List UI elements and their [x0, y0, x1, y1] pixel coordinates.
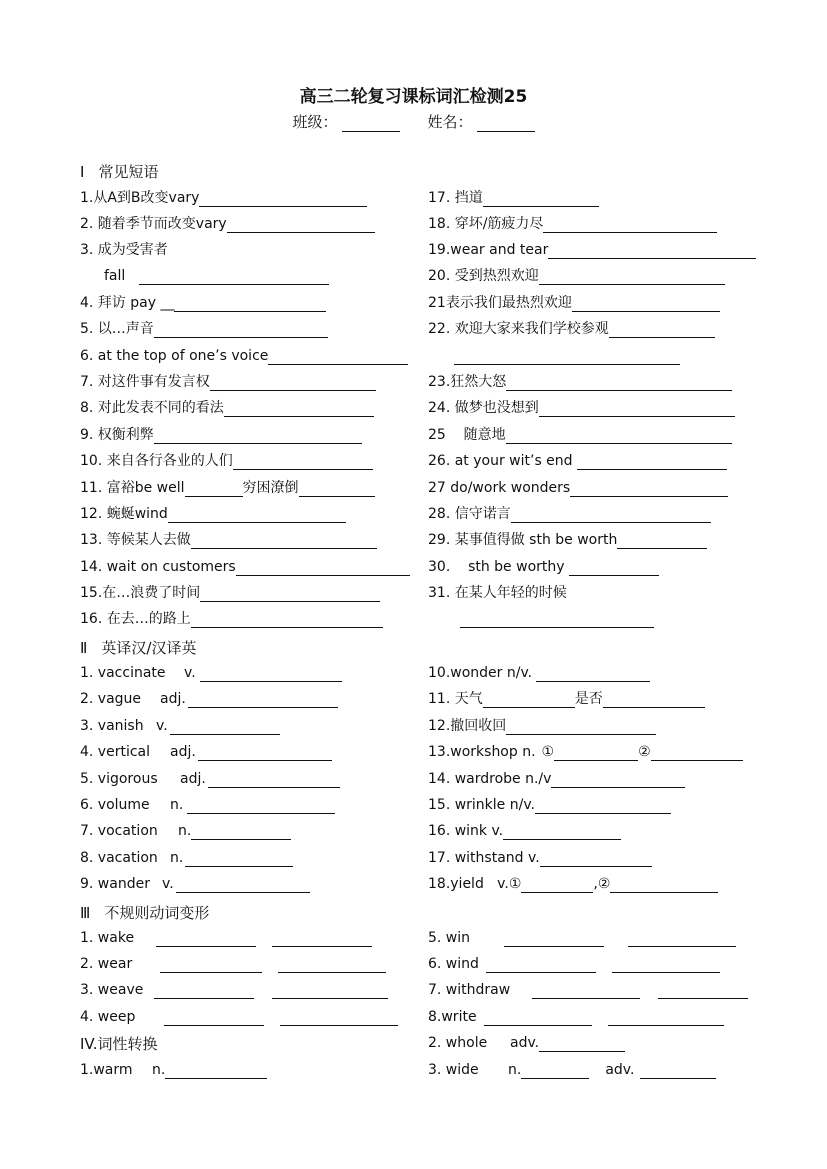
name-label: 姓名：: [427, 113, 473, 131]
answer-blank[interactable]: [570, 481, 728, 497]
answer-blank[interactable]: [543, 217, 717, 233]
answer-blank[interactable]: [577, 454, 727, 470]
answer-blank[interactable]: [617, 533, 707, 549]
answer-blank[interactable]: [640, 1063, 716, 1079]
answer-blank[interactable]: [521, 1063, 589, 1079]
vocab-item: 18.yield v.① ,②: [428, 875, 718, 893]
answer-blank[interactable]: [511, 507, 711, 523]
class-label: 班级：: [292, 113, 338, 131]
answer-blank[interactable]: [191, 824, 291, 840]
answer-blank[interactable]: [535, 798, 671, 814]
phrase-item: 10. 来自各行各业的人们: [80, 452, 373, 470]
answer-blank[interactable]: [539, 401, 735, 417]
section-heading-2: Ⅱ 英译汉/汉译英: [80, 639, 197, 657]
answer-blank[interactable]: [539, 269, 725, 285]
answer-blank[interactable]: [484, 1010, 592, 1026]
answer-blank[interactable]: [651, 745, 743, 761]
answer-blank[interactable]: [548, 243, 756, 259]
answer-blank[interactable]: [483, 191, 599, 207]
phrase-item: 19.wear and tear: [428, 241, 756, 259]
verb-item: 6. wind: [428, 955, 720, 973]
answer-blank[interactable]: [198, 745, 332, 761]
answer-blank[interactable]: [540, 851, 652, 867]
section-heading-4: IV.词性转换: [80, 1035, 158, 1053]
answer-blank[interactable]: [278, 957, 386, 973]
answer-blank[interactable]: [187, 798, 335, 814]
answer-blank[interactable]: [504, 931, 604, 947]
answer-blank[interactable]: [483, 692, 575, 708]
page-title: 高三二轮复习课标词汇检测25: [299, 87, 528, 107]
phrase-item: 1.从A到B改变vary: [80, 189, 367, 207]
answer-blank[interactable]: [139, 269, 329, 285]
phrase-item: 13. 等候某人去做: [80, 531, 377, 549]
phrase-item: 18. 穿坏/筋疲力尽: [428, 215, 717, 233]
phrase-item: 20. 受到热烈欢迎: [428, 267, 725, 285]
answer-blank[interactable]: [164, 1010, 264, 1026]
vocab-item: 8. vacation n.: [80, 849, 293, 867]
phrase-item: 29. 某事值得做 sth be worth: [428, 531, 707, 549]
answer-blank[interactable]: [610, 877, 718, 893]
answer-blank[interactable]: [185, 481, 243, 497]
answer-blank[interactable]: [200, 586, 380, 602]
answer-blank[interactable]: [174, 296, 326, 312]
answer-blank[interactable]: [191, 533, 377, 549]
answer-blank[interactable]: [554, 745, 638, 761]
answer-blank[interactable]: [603, 692, 705, 708]
answer-blank[interactable]: [154, 983, 254, 999]
answer-blank[interactable]: [532, 983, 640, 999]
phrase-item: 6. at the top of one’s voice: [80, 347, 408, 365]
answer-blank[interactable]: [272, 983, 388, 999]
answer-blank[interactable]: [572, 296, 720, 312]
student-info-row: [0, 111, 827, 132]
phrase-item: 11. 富裕be well 穷困潦倒: [80, 479, 375, 497]
answer-blank[interactable]: [506, 719, 656, 735]
phrase-item: 31. 在某人年轻的时候: [428, 585, 567, 601]
answer-blank[interactable]: [191, 612, 383, 628]
phrase-item: 24. 做梦也没想到: [428, 399, 735, 417]
phrase-item: 5. 以…声音: [80, 320, 328, 338]
answer-blank[interactable]: [199, 191, 367, 207]
answer-blank[interactable]: [536, 666, 650, 682]
answer-blank[interactable]: [170, 719, 280, 735]
verb-item: 3. weave: [80, 981, 388, 999]
answer-blank[interactable]: [165, 1063, 267, 1079]
vocab-item: 17. withstand v.: [428, 849, 652, 867]
answer-blank[interactable]: [551, 772, 685, 788]
vocab-item: 12.撤回收回: [428, 717, 656, 735]
vocab-item: 3. vanish v.: [80, 717, 280, 735]
answer-blank[interactable]: [200, 666, 342, 682]
answer-blank[interactable]: [272, 931, 372, 947]
answer-blank[interactable]: [154, 428, 362, 444]
vocab-item: 11. 天气 是否: [428, 690, 705, 708]
answer-blank[interactable]: [658, 983, 748, 999]
vocab-item: 16. wink v.: [428, 822, 621, 840]
answer-blank[interactable]: [569, 560, 659, 576]
phrase-item: 22. 欢迎大家来我们学校参观: [428, 320, 715, 338]
name-blank[interactable]: [477, 116, 535, 132]
verb-item: 8.write: [428, 1008, 724, 1026]
conversion-item: 2. whole adv.: [428, 1034, 625, 1052]
phrase-item: 3. 成为受害者: [80, 242, 168, 258]
phrase-item: 7. 对这件事有发言权: [80, 373, 376, 391]
verb-item: 7. withdraw: [428, 981, 748, 999]
vocab-item: 9. wander v.: [80, 875, 310, 893]
phrase-item: 8. 对此发表不同的看法: [80, 399, 374, 417]
answer-blank[interactable]: [236, 560, 410, 576]
answer-blank[interactable]: [224, 401, 374, 417]
answer-blank[interactable]: [268, 349, 408, 365]
phrase-item: 14. wait on customers: [80, 558, 410, 576]
class-blank[interactable]: [342, 116, 400, 132]
answer-blank[interactable]: [299, 481, 375, 497]
phrase-item: 2. 随着季节而改变vary: [80, 215, 375, 233]
answer-blank[interactable]: [521, 877, 593, 893]
answer-blank[interactable]: [608, 1010, 724, 1026]
phrase-item: 25 随意地: [428, 426, 732, 444]
answer-blank[interactable]: [154, 322, 328, 338]
answer-blank[interactable]: [454, 349, 680, 365]
vocab-item: 6. volume n.: [80, 796, 335, 814]
vocab-item: 14. wardrobe n./v: [428, 770, 685, 788]
answer-blank[interactable]: [609, 322, 715, 338]
vocab-item: 4. vertical adj.: [80, 743, 332, 761]
conversion-item: 1.warm n.: [80, 1061, 267, 1079]
phrase-item: 4. 拜访 pay __: [80, 294, 326, 312]
answer-blank[interactable]: [460, 612, 654, 628]
section-heading-3: Ⅲ 不规则动词变形: [80, 904, 210, 922]
vocab-item: 15. wrinkle n/v.: [428, 796, 671, 814]
phrase-item: 26. at your wit’s end: [428, 452, 727, 470]
answer-blank[interactable]: [156, 931, 256, 947]
answer-blank[interactable]: [503, 824, 621, 840]
phrase-item: 16. 在去…的路上: [80, 610, 383, 628]
section-heading-1: Ⅰ 常见短语: [80, 163, 159, 181]
phrase-item: 12. 蜿蜒wind: [80, 505, 346, 523]
answer-blank[interactable]: [227, 217, 375, 233]
answer-blank[interactable]: [486, 957, 596, 973]
phrase-item: 23.狂然大怒: [428, 373, 732, 391]
answer-blank[interactable]: [233, 454, 373, 470]
vocab-item: 5. vigorous adj.: [80, 770, 340, 788]
answer-blank[interactable]: [628, 931, 736, 947]
answer-blank[interactable]: [176, 877, 310, 893]
answer-blank[interactable]: [506, 428, 732, 444]
answer-blank[interactable]: [185, 851, 293, 867]
verb-item: 2. wear: [80, 955, 386, 973]
answer-blank[interactable]: [160, 957, 262, 973]
phrase-item-continuation: [460, 610, 654, 628]
vocab-item: 7. vocation n.: [80, 822, 291, 840]
answer-blank[interactable]: [506, 375, 732, 391]
answer-blank[interactable]: [210, 375, 376, 391]
phrase-item: 17. 挡道: [428, 189, 599, 207]
phrase-item: 9. 权衡利弊: [80, 426, 362, 444]
vocab-item: 13.workshop n. ① ②: [428, 743, 743, 761]
verb-item: 1. wake: [80, 929, 372, 947]
conversion-item: 3. wide n. adv.: [428, 1061, 716, 1079]
phrase-item: 28. 信守诺言: [428, 505, 711, 523]
verb-item: 4. weep: [80, 1008, 398, 1026]
verb-item: 5. win: [428, 929, 736, 947]
vocab-item: 1. vaccinate v.: [80, 664, 342, 682]
answer-blank[interactable]: [612, 957, 720, 973]
answer-blank[interactable]: [208, 772, 340, 788]
phrase-item: 21表示我们最热烈欢迎: [428, 294, 720, 312]
answer-blank[interactable]: [188, 692, 338, 708]
vocab-item: 10.wonder n/v.: [428, 664, 650, 682]
phrase-item: fall: [104, 267, 329, 285]
answer-blank[interactable]: [539, 1036, 625, 1052]
phrase-item: 27 do/work wonders: [428, 479, 728, 497]
phrase-item: 15.在…浪费了时间: [80, 584, 380, 602]
answer-blank[interactable]: [280, 1010, 398, 1026]
answer-blank[interactable]: [168, 507, 346, 523]
vocab-item: 2. vague adj.: [80, 690, 338, 708]
phrase-item-continuation: [454, 347, 680, 365]
phrase-item: 30. sth be worthy: [428, 558, 659, 576]
